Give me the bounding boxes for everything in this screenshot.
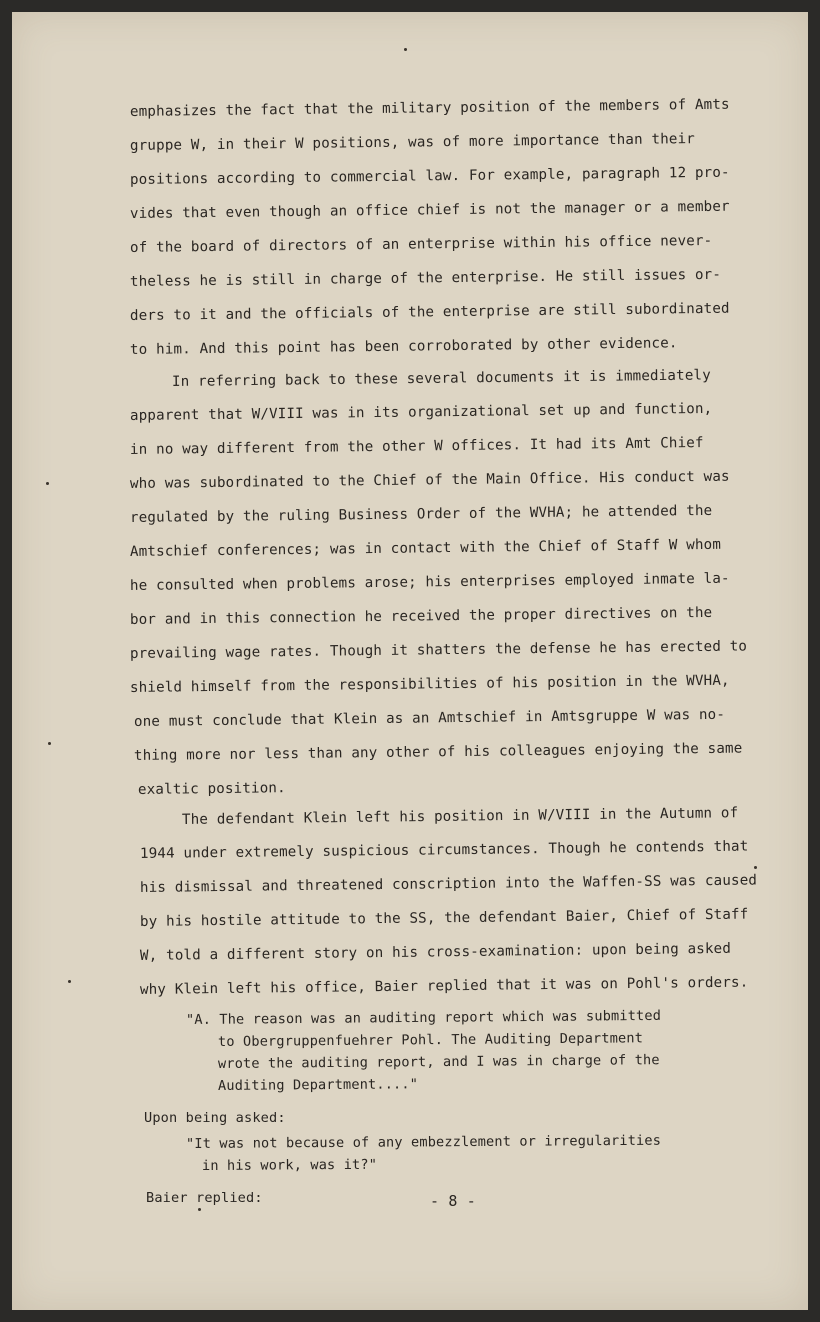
paragraph-2-line: shield himself from the responsibilities of his position in the WVHA,: [129, 672, 730, 696]
paragraph-3-line: The defendant Klein left his position in W/VIII in the Autumn of: [181, 805, 739, 828]
paragraph-3-line: by his hostile attitude to the SS, the defendant Baier, Chief of Staff: [139, 906, 749, 930]
paper-speck: [48, 742, 51, 745]
paragraph-3-line: W, told a different story on his cross-examination: upon being asked: [139, 940, 732, 964]
paragraph-2-line: exaltic position.: [137, 780, 286, 798]
paper-speck: [198, 1208, 201, 1211]
paper-speck: [404, 48, 407, 51]
paragraph-2-line: he consulted when problems arose; his enterprises employed inmate la-: [129, 570, 730, 594]
paragraph-1-line: emphasizes the fact that the military position of the members of Amts: [129, 96, 730, 120]
paragraph-2-line: bor and in this connection he received the proper directives on the: [129, 604, 713, 628]
lead-in-text: Baier replied:: [146, 1190, 263, 1206]
paragraph-1-line: gruppe W, in their W positions, was of more importance than their: [129, 131, 696, 154]
paragraph-1-line: vides that even though an office chief is not the manager or a member: [129, 198, 730, 222]
paragraph-2-line: one must conclude that Klein as an Amtschief in Amtsgruppe W was no-: [133, 706, 726, 730]
paragraph-1-line: positions according to commercial law. For example, paragraph 12 pro-: [129, 164, 730, 188]
paragraph-2-line: who was subordinated to the Chief of the Main Office. His conduct was: [129, 468, 730, 492]
paragraph-2-line: in no way different from the other W offices. It had its Amt Chief: [129, 434, 704, 458]
paragraph-1-line: to him. And this point has been corroborated by other evidence.: [129, 335, 678, 358]
page-number: - 8 -: [430, 1192, 476, 1210]
paragraph-2-line: thing more nor less than any other of his colleagues enjoying the same: [133, 740, 743, 764]
paragraph-1-line: ders to it and the officials of the enterprise are still subordinated: [129, 300, 730, 324]
paragraph-3-line: his dismissal and threatened conscription into the Waffen-SS was caused: [139, 872, 758, 896]
paper-speck: [46, 482, 49, 485]
paragraph-2-line: In referring back to these several documents it is immediately: [171, 367, 711, 390]
quote-2-line: in his work, was it?": [201, 1156, 378, 1174]
quote-1-line: Auditing Department....": [217, 1076, 419, 1094]
quote-1-line: to Obergruppenfuehrer Pohl. The Auditing Department: [217, 1030, 644, 1050]
quote-2-line: "It was not because of any embezzlement or irregularities: [185, 1132, 662, 1152]
paragraph-2-line: prevailing wage rates. Though it shatters the defense he has erected to: [129, 638, 748, 662]
quote-1-line: wrote the auditing report, and I was in charge of the: [217, 1052, 660, 1072]
paper-speck: [754, 866, 757, 869]
paragraph-3-line: why Klein left his office, Baier replied that it was on Pohl's orders.: [139, 974, 749, 998]
paper-speck: [68, 980, 71, 983]
paragraph-2-line: Amtschief conferences; was in contact with the Chief of Staff W whom: [129, 536, 722, 560]
paragraph-3-line: 1944 under extremely suspicious circumstances. Though he contends that: [139, 838, 749, 862]
paragraph-1-line: of the board of directors of an enterprise within his office never-: [129, 232, 713, 256]
quote-1-line: "A. The reason was an auditing report which was submitted: [185, 1007, 662, 1028]
paragraph-2-line: regulated by the ruling Business Order of the WVHA; he attended the: [129, 502, 713, 526]
document-page: [12, 12, 808, 1310]
paragraph-2-line: apparent that W/VIII was in its organizational set up and function,: [129, 400, 713, 424]
paragraph-1-line: theless he is still in charge of the enterprise. He still issues or-: [129, 266, 722, 290]
lead-in-text: Upon being asked:: [144, 1110, 286, 1126]
